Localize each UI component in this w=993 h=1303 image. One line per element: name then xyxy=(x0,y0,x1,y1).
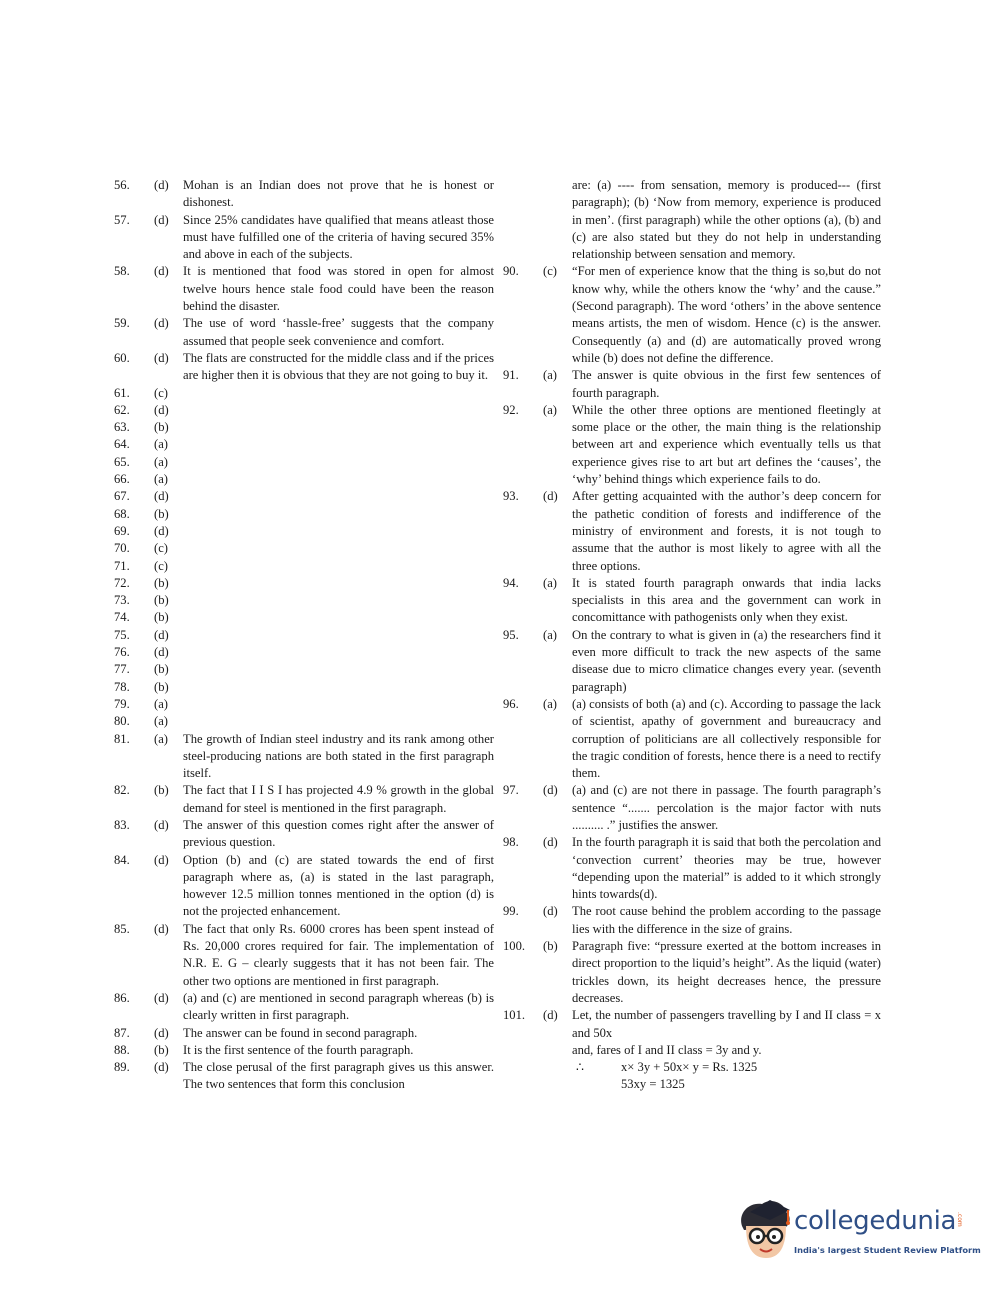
question-number: 67. xyxy=(114,489,130,504)
explanation-text: Mohan is an Indian does not prove that he is honest or dishonest. xyxy=(183,178,494,210)
answer-option: (b) xyxy=(154,679,169,694)
question-number: 97. xyxy=(503,783,519,798)
explanation-text: The answer is quite obvious in the first few sentences of fourth paragraph. xyxy=(572,368,881,400)
answer-entry xyxy=(114,471,494,488)
answer-option: (b) xyxy=(154,420,169,435)
question-number: 87. xyxy=(114,1025,130,1040)
question-number: 78. xyxy=(114,679,130,694)
answer-entry xyxy=(503,834,881,903)
question-number: 76. xyxy=(114,645,130,660)
explanation-text: The flats are constructed for the middle class and if the prices are higher then it is obvious that they are not going to buy it. xyxy=(183,350,494,383)
question-number: 66. xyxy=(114,472,130,487)
answer-entry xyxy=(503,575,881,627)
answer-option: (d) xyxy=(154,178,169,192)
answer-option: (d) xyxy=(154,402,169,417)
question-number: 98. xyxy=(503,835,519,850)
answer-entry xyxy=(114,558,494,575)
logo-com: .com xyxy=(956,1212,963,1227)
answer-entry xyxy=(114,679,494,696)
question-number: 93. xyxy=(503,489,519,504)
answer-entry xyxy=(114,713,494,730)
question-number: 99. xyxy=(503,904,519,919)
explanation-text: Since 25% candidates have qualified that means atleast those must have fulfilled one of the criteria of having secured 35% and above in each of the subjects. xyxy=(183,212,494,262)
answer-entry xyxy=(114,1059,494,1094)
answer-option: (d) xyxy=(154,627,169,642)
answer-entry xyxy=(114,454,494,471)
question-number: 68. xyxy=(114,506,130,521)
explanation-text: Paragraph five: “pressure exerted at the bottom increases in direct proportion to the liquid’s height”. As the liquid (water) trickles down, its height decreases hence, the pressure decreases. xyxy=(572,939,881,1005)
answer-option: (b) xyxy=(543,939,558,954)
question-number: 71. xyxy=(114,558,130,573)
explanation-text: “For men of experience know that the thing is so,but do not know why, while the others know the ‘why’ and the cause.” (Second paragraph). The word ‘others’ in the above sentence means artists, the men of wisdom. Hence (c) is the answer. Consequently (a) and (d) are automatically proved wrong while (b) does not define the difference. xyxy=(572,264,881,365)
explanation-text: While the other three options are mentioned fleetingly at some place or the other, the main thing is the relationship between art and experience which eventually tells us that experience gives rise to art but art defines the ‘causes’, the ‘why’ behind things which experience fails to do. xyxy=(572,402,881,487)
answer-entry xyxy=(114,782,494,817)
answer-entry xyxy=(114,731,494,783)
explanation-text: The close perusal of the first paragraph gives us this answer. The two sentences that form this conclusion xyxy=(183,1060,494,1092)
answer-entry xyxy=(114,1042,494,1059)
answer-option: (d) xyxy=(154,1060,169,1075)
answer-option: (d) xyxy=(543,489,558,504)
answer-entry xyxy=(114,263,494,315)
right-column xyxy=(503,177,881,1094)
question-number: 88. xyxy=(114,1042,130,1057)
question-number: 74. xyxy=(114,610,130,625)
calc-symbol xyxy=(572,1076,621,1093)
explanation-text: (a) consists of both (a) and (c). According to passage the lack of scientist, apathy of government and bureaucracy and corruption of politicians are all collectively responsible for the tragic condition of forests, hence there is a need to rectify them. xyxy=(572,696,881,781)
answer-entry xyxy=(114,627,494,644)
answer-entry xyxy=(114,350,494,385)
answer-option: (d) xyxy=(154,645,169,660)
calc-text: 53xy = 1325 xyxy=(621,1077,685,1092)
question-number: 62. xyxy=(114,402,130,417)
q101-calculation xyxy=(503,1042,881,1094)
question-number: 101. xyxy=(503,1008,526,1023)
question-number: 59. xyxy=(114,316,130,331)
answer-option: (d) xyxy=(154,990,169,1005)
question-number: 82. xyxy=(114,783,130,798)
answer-option: (d) xyxy=(543,783,558,798)
answer-option: (d) xyxy=(543,904,558,919)
answer-entry xyxy=(503,402,881,488)
explanation-text: The root cause behind the problem according to the passage lies with the difference in the size of grains. xyxy=(572,904,881,936)
continuation-text: are: (a) ---- from sensation, memory is produced--- (first paragraph); (b) ‘Now from memory, experience is produced in men’. (first paragraph) while the other options (a), (b) and (c) are also stated but they do not help in understanding relationship between sensation and memory. xyxy=(572,178,881,262)
calc-line xyxy=(503,1076,881,1093)
answer-option: (b) xyxy=(154,575,169,590)
answer-option: (b) xyxy=(154,783,169,798)
answer-entry xyxy=(114,419,494,436)
answer-entry xyxy=(114,523,494,540)
answer-option: (b) xyxy=(154,610,169,625)
answer-entry xyxy=(114,661,494,678)
question-number: 89. xyxy=(114,1060,130,1075)
answer-option: (d) xyxy=(154,817,169,832)
answer-option: (a) xyxy=(543,575,557,590)
left-column xyxy=(114,177,494,1094)
answer-entry xyxy=(114,575,494,592)
answer-entry xyxy=(114,852,494,921)
answer-entry xyxy=(114,315,494,350)
answer-option: (b) xyxy=(154,1042,169,1057)
explanation-text: In the fourth paragraph it is said that both the percolation and ‘convection current’ theories may be true, however “depending upon the material” is added to it which strongly hints towards(d). xyxy=(572,835,881,902)
answer-entry xyxy=(503,903,881,938)
answer-entry xyxy=(114,696,494,713)
answer-option: (d) xyxy=(154,350,169,365)
answer-entry xyxy=(114,644,494,661)
question-number: 70. xyxy=(114,541,130,556)
explanation-text: Option (b) and (c) are stated towards the end of first paragraph where as, (a) is stated in the last paragraph, however 12.5 million tonnes mentioned in the option (d) is not the projected enhancement. xyxy=(183,852,494,919)
calc-text: x× 3y + 50x× y = Rs. 1325 xyxy=(621,1060,758,1075)
answer-entry xyxy=(114,436,494,453)
question-number: 83. xyxy=(114,817,130,832)
answer-entry xyxy=(114,212,494,264)
logo-tagline: India's largest Student Review Platform xyxy=(794,1245,981,1255)
answer-entry xyxy=(503,263,881,367)
answer-option: (b) xyxy=(154,662,169,677)
answer-option: (a) xyxy=(154,454,168,469)
answer-option: (a) xyxy=(543,402,557,417)
right-entries xyxy=(503,263,881,1041)
explanation-text: It is stated fourth paragraph onwards that india lacks specialists in this area and the government can work in concomittance with pathogenists only when they exist. xyxy=(572,575,881,625)
question-number: 60. xyxy=(114,350,130,365)
answer-entry xyxy=(114,1025,494,1042)
question-number: 91. xyxy=(503,368,519,383)
question-number: 96. xyxy=(503,696,519,711)
question-number: 58. xyxy=(114,264,130,279)
explanation-text: Let, the number of passengers travelling by I and II class = x and 50x xyxy=(572,1008,881,1040)
question-number: 92. xyxy=(503,402,519,417)
answer-option: (c) xyxy=(154,558,168,573)
collegedunia-logo xyxy=(736,1196,981,1266)
answer-option: (a) xyxy=(154,731,168,746)
explanation-text: The answer can be found in second paragraph. xyxy=(183,1025,418,1040)
answer-option: (d) xyxy=(154,212,169,227)
question-number: 64. xyxy=(114,437,130,452)
answer-entry xyxy=(503,627,881,696)
answer-option: (d) xyxy=(543,835,558,850)
question-number: 63. xyxy=(114,420,130,435)
explanation-text: The answer of this question comes right after the answer of previous question. xyxy=(183,817,494,850)
answer-entry xyxy=(503,696,881,782)
answer-entry xyxy=(503,1007,881,1042)
question-number: 65. xyxy=(114,454,130,469)
explanation-text: (a) and (c) are not there in passage. The fourth paragraph’s sentence “....... percolation is the major factor with nuts .......... .” justifies the answer. xyxy=(572,783,881,832)
answer-option: (d) xyxy=(154,523,169,538)
question-number: 73. xyxy=(114,593,130,608)
explanation-text: On the contrary to what is given in (a) the researchers find it even more difficult to track the new aspects of the same disease due to micro climatice changes every year. (seventh paragraph) xyxy=(572,627,881,694)
question-number: 69. xyxy=(114,523,130,538)
explanation-text: The growth of Indian steel industry and its rank among other steel-producing nations are both stated in the first paragraph itself. xyxy=(183,731,494,781)
answer-entry xyxy=(114,921,494,990)
explanation-text: The fact that I I S I has projected 4.9 % growth in the global demand for steel is mentioned in the first paragraph. xyxy=(183,783,494,815)
question-number: 57. xyxy=(114,212,130,227)
mascot-icon xyxy=(736,1196,794,1266)
answer-option: (c) xyxy=(154,541,168,556)
question-number: 94. xyxy=(503,575,519,590)
answer-entry xyxy=(114,402,494,419)
answer-option: (a) xyxy=(543,627,557,642)
calc-symbol: ∴ xyxy=(576,1060,585,1075)
answer-option: (d) xyxy=(154,852,169,867)
question-number: 84. xyxy=(114,852,130,867)
answer-option: (c) xyxy=(543,264,557,279)
answer-entry xyxy=(503,488,881,574)
answer-option: (d) xyxy=(154,921,169,936)
explanation-text: (a) and (c) are mentioned in second paragraph whereas (b) is clearly written in first paragraph. xyxy=(183,990,494,1023)
explanation-text: It is mentioned that food was stored in open for almost twelve hours hence stale food could have been the reason behind the disaster. xyxy=(183,264,494,314)
answer-entry xyxy=(114,990,494,1025)
explanation-text: It is the first sentence of the fourth paragraph. xyxy=(183,1042,414,1057)
answer-option: (d) xyxy=(154,316,169,331)
answer-option: (b) xyxy=(154,506,169,521)
question-number: 85. xyxy=(114,921,130,936)
question-number: 77. xyxy=(114,662,130,677)
question-number: 61. xyxy=(114,385,130,400)
question-number: 86. xyxy=(114,990,130,1005)
question-number: 75. xyxy=(114,627,130,642)
calc-line xyxy=(503,1042,881,1059)
explanation-text: The fact that only Rs. 6000 crores has been spent instead of Rs. 20,000 crores required for fair. The implementation of N.R. E. G – clearly suggests that it has not been fair. The other two options are mentioned in first paragraph. xyxy=(183,921,494,988)
question-number: 95. xyxy=(503,627,519,642)
logo-name: collegedunia xyxy=(794,1206,957,1236)
answer-option: (d) xyxy=(154,489,169,504)
answer-option: (a) xyxy=(154,714,168,729)
answer-option: (a) xyxy=(543,696,557,711)
answer-entry xyxy=(114,488,494,505)
answer-option: (a) xyxy=(154,472,168,487)
answer-entry xyxy=(114,609,494,626)
answer-entry xyxy=(114,817,494,852)
answer-option: (a) xyxy=(154,696,168,711)
calc-line xyxy=(503,1059,881,1076)
explanation-text: After getting acquainted with the author’s deep concern for the pathetic condition of forests and indifference of the ministry of environment and forests, it is not tough to assume that the author is most likely to agree with all the three options. xyxy=(572,489,881,573)
question-number: 81. xyxy=(114,731,130,746)
answer-entry xyxy=(114,506,494,523)
q89-continuation xyxy=(503,177,881,263)
question-number: 90. xyxy=(503,264,519,279)
question-number: 72. xyxy=(114,575,130,590)
answer-entry xyxy=(114,177,494,212)
answer-option: (d) xyxy=(154,264,169,279)
calc-text: and, fares of I and II class = 3y and y. xyxy=(572,1042,762,1057)
answer-option: (d) xyxy=(543,1008,558,1023)
question-number: 80. xyxy=(114,714,130,729)
answer-option: (c) xyxy=(154,385,168,400)
question-number: 100. xyxy=(503,939,526,954)
answer-entry xyxy=(114,592,494,609)
answer-entry xyxy=(503,367,881,402)
question-number: 79. xyxy=(114,696,130,711)
answer-option: (a) xyxy=(543,368,557,383)
answer-option: (a) xyxy=(154,437,168,452)
question-number: 56. xyxy=(114,178,130,192)
answer-entry xyxy=(503,782,881,834)
answer-option: (d) xyxy=(154,1025,169,1040)
answer-option: (b) xyxy=(154,593,169,608)
answer-entry xyxy=(114,385,494,402)
explanation-text: The use of word ‘hassle-free’ suggests that the company assumed that people seek convenience and comfort. xyxy=(183,316,494,348)
answer-entry xyxy=(114,540,494,557)
answer-entry xyxy=(503,938,881,1007)
